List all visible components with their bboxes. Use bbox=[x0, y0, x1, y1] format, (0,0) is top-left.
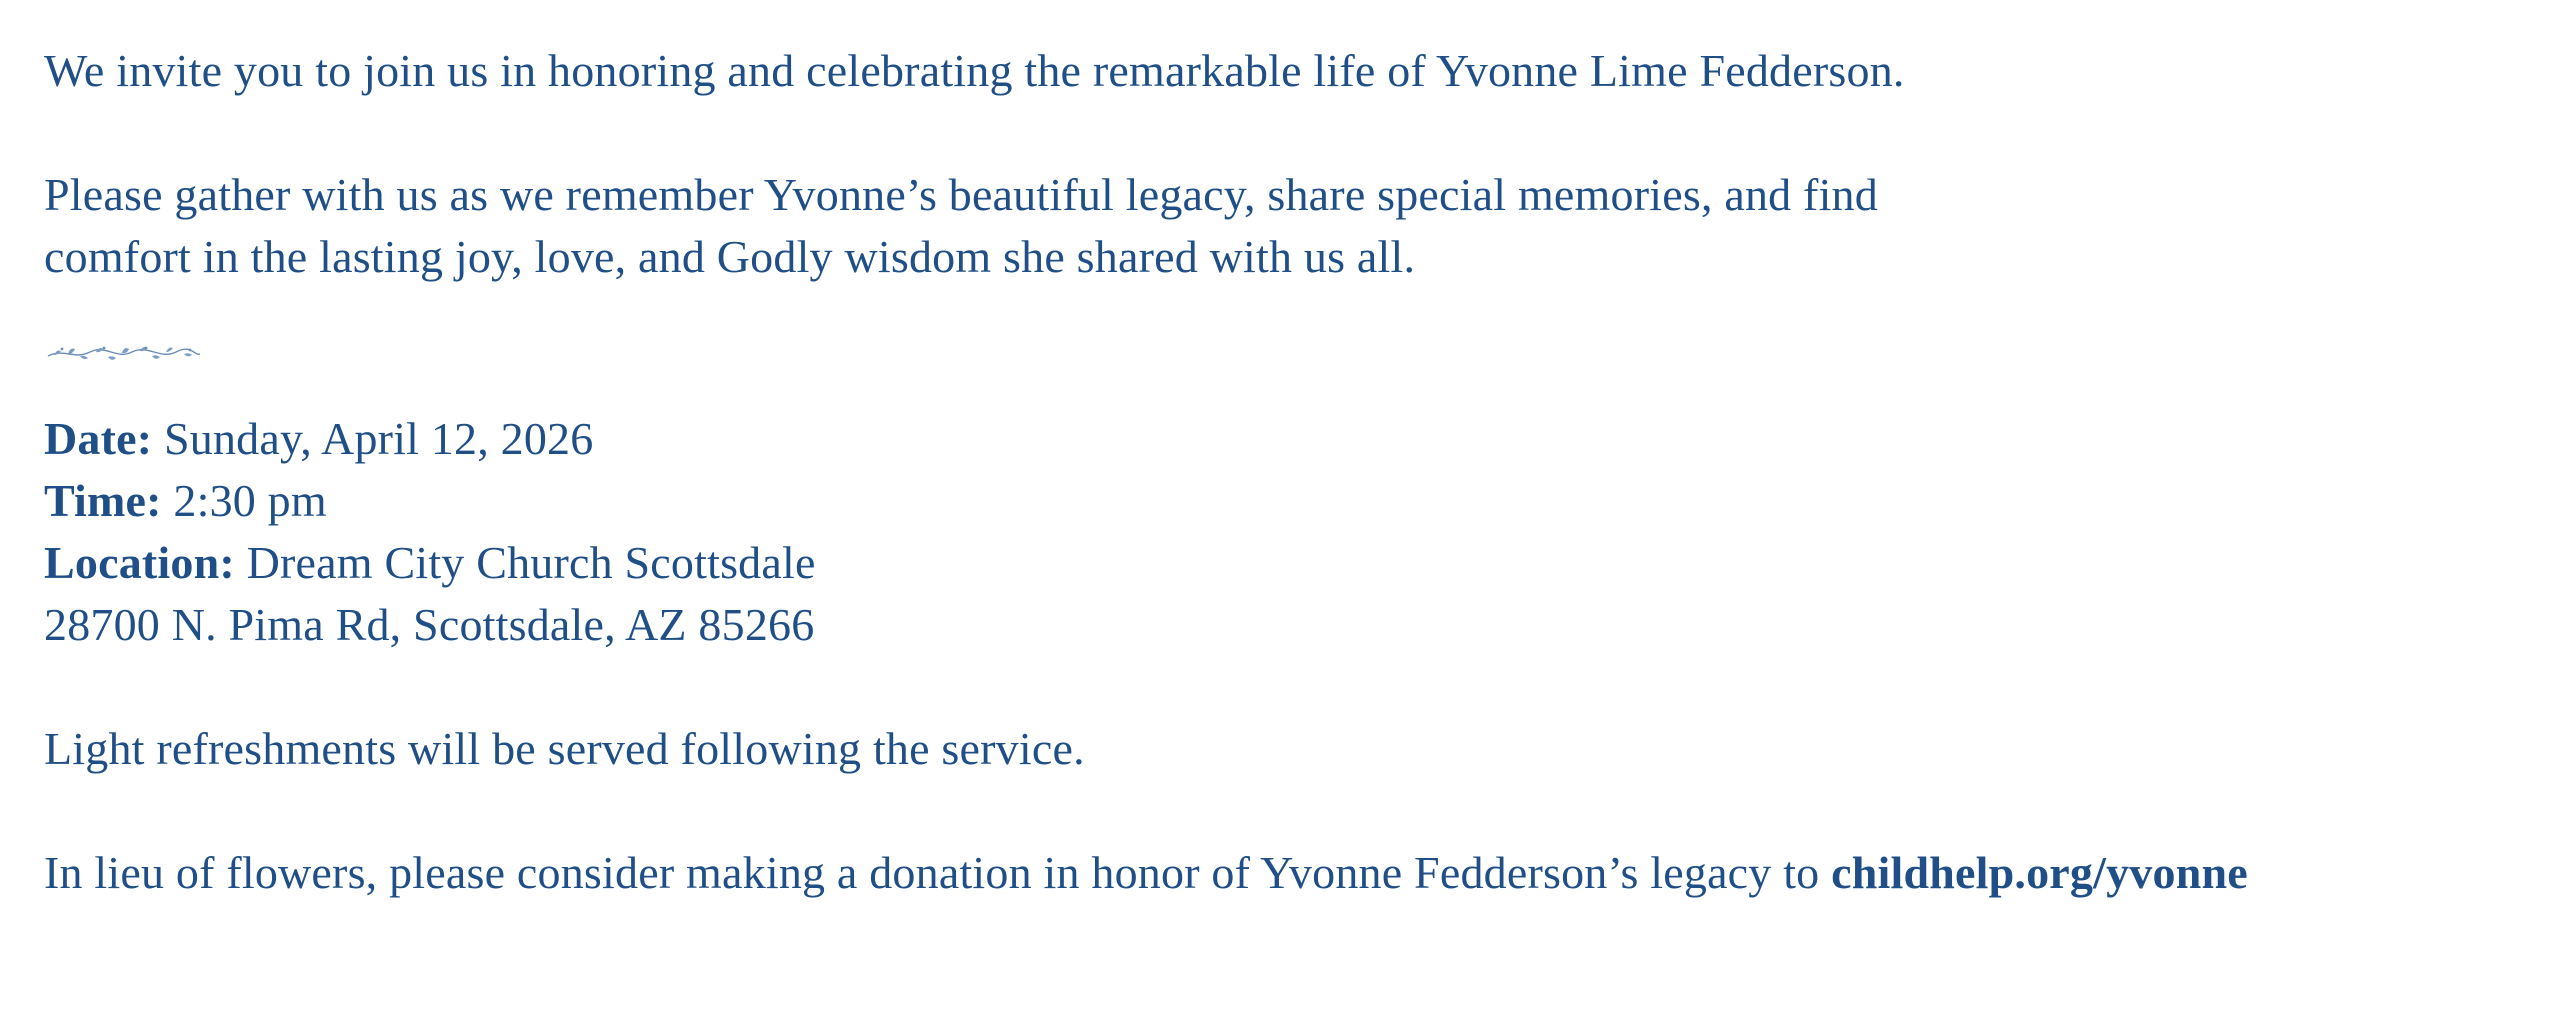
date-value: Sunday, April 12, 2026 bbox=[152, 413, 594, 464]
memorial-announcement bbox=[44, 40, 2524, 904]
time-label: Time: bbox=[44, 475, 162, 526]
location-label: Location: bbox=[44, 537, 235, 588]
date-line bbox=[44, 408, 2524, 470]
donation-sentence: In lieu of flowers, please consider making a donation in honor of Yvonne Fedderson’s legacy to bbox=[44, 847, 1832, 898]
location-line bbox=[44, 532, 2524, 594]
intro-text: We invite you to join us in honoring and celebrating the remarkable life of Yvonne Lime Fedderson. bbox=[44, 45, 1905, 96]
gathering-line-2: comfort in the lasting joy, love, and Godly wisdom she shared with us all. bbox=[44, 231, 1416, 282]
address-line: 28700 N. Pima Rd, Scottsdale, AZ 85266 bbox=[44, 599, 815, 650]
refreshments-text: Light refreshments will be served following the service. bbox=[44, 723, 1085, 774]
gathering-line-1: Please gather with us as we remember Yvonne’s beautiful legacy, share special memories, and find bbox=[44, 169, 1878, 220]
time-line bbox=[44, 470, 2524, 532]
floral-vine-divider-icon bbox=[44, 338, 204, 368]
donation-text bbox=[44, 842, 2524, 904]
donation-link[interactable]: childhelp.org/yvonne bbox=[1831, 847, 2248, 898]
gathering-text bbox=[44, 164, 2524, 288]
time-value: 2:30 pm bbox=[161, 475, 327, 526]
service-details bbox=[44, 408, 2524, 656]
location-value: Dream City Church Scottsdale bbox=[234, 537, 816, 588]
date-label: Date: bbox=[44, 413, 153, 464]
